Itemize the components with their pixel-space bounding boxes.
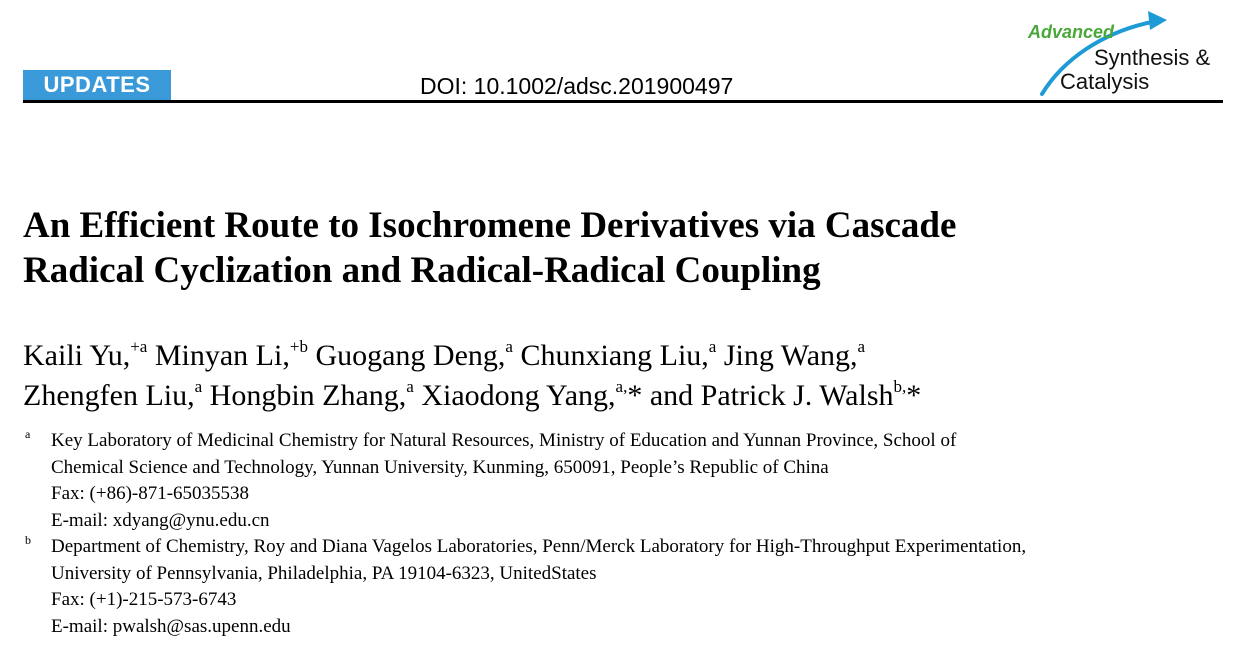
affiliation-list <box>23 428 1223 640</box>
author-affil-mark: a <box>708 337 717 356</box>
journal-logo <box>1022 6 1227 98</box>
author: Guogang Deng, <box>315 339 506 372</box>
author-list <box>23 336 1223 416</box>
logo-word-advanced: Advanced <box>1028 22 1115 42</box>
logo-word-synthesis: Synthesis & <box>1094 45 1211 70</box>
doi-link[interactable]: DOI: 10.1002/adsc.201900497 <box>420 73 734 99</box>
author-affil-mark: +a <box>130 337 148 356</box>
author-affil-mark: a, <box>615 377 628 396</box>
author: Kaili Yu, <box>23 339 131 372</box>
author-affil-mark: a <box>406 377 414 396</box>
title-line-2: Radical Cyclization and Radical-Radical Coupling <box>23 250 821 291</box>
author-affil-mark: b, <box>893 377 907 396</box>
author-affil-mark: a <box>857 337 866 356</box>
author: Chunxiang Liu, <box>520 339 709 372</box>
author: Jing Wang, <box>723 339 858 372</box>
affiliation-line: University of Pennsylvania, Philadelphia, PA 19104-6323, UnitedStates <box>51 562 597 584</box>
title-line-1: An Efficient Route to Isochromene Derivatives via Cascade <box>23 205 957 246</box>
fax-line: Fax: (+1)-215-573-6743 <box>51 589 237 610</box>
affiliation-line: Chemical Science and Technology, Yunnan University, Kunming, 650091, People’s Republic of China <box>51 456 829 478</box>
author: Minyan Li, <box>154 339 290 372</box>
corresponding-mark: * and <box>627 379 694 412</box>
author-affil-mark: +b <box>289 337 308 356</box>
corresponding-mark: * <box>906 379 922 412</box>
section-badge: UPDATES <box>23 70 171 100</box>
fax-line: Fax: (+86)-871-65035538 <box>51 483 250 504</box>
author: Hongbin Zhang, <box>209 379 407 412</box>
affiliation-b <box>23 534 1223 640</box>
author-affil-mark: a <box>505 337 513 356</box>
affiliation-a <box>23 428 1223 534</box>
affiliation-mark: a <box>25 427 31 441</box>
author: Patrick J. Walsh <box>700 379 894 412</box>
logo-word-catalysis: Catalysis <box>1060 69 1150 94</box>
article-title <box>23 203 1213 293</box>
author-affil-mark: a <box>194 377 203 396</box>
header-rule <box>23 100 1223 103</box>
email-link[interactable]: E-mail: pwalsh@sas.upenn.edu <box>51 615 291 637</box>
author: Zhengfen Liu, <box>23 379 195 412</box>
affiliation-mark: b <box>25 533 31 547</box>
email-link[interactable]: E-mail: xdyang@ynu.edu.cn <box>51 509 270 531</box>
affiliation-line: Department of Chemistry, Roy and Diana Vagelos Laboratories, Penn/Merck Laboratory for High-Throughput Experimentation, <box>51 536 1027 557</box>
author: Xiaodong Yang, <box>421 379 616 412</box>
affiliation-line: Key Laboratory of Medicinal Chemistry for Natural Resources, Ministry of Education and Yunnan Province, School of <box>51 430 957 451</box>
